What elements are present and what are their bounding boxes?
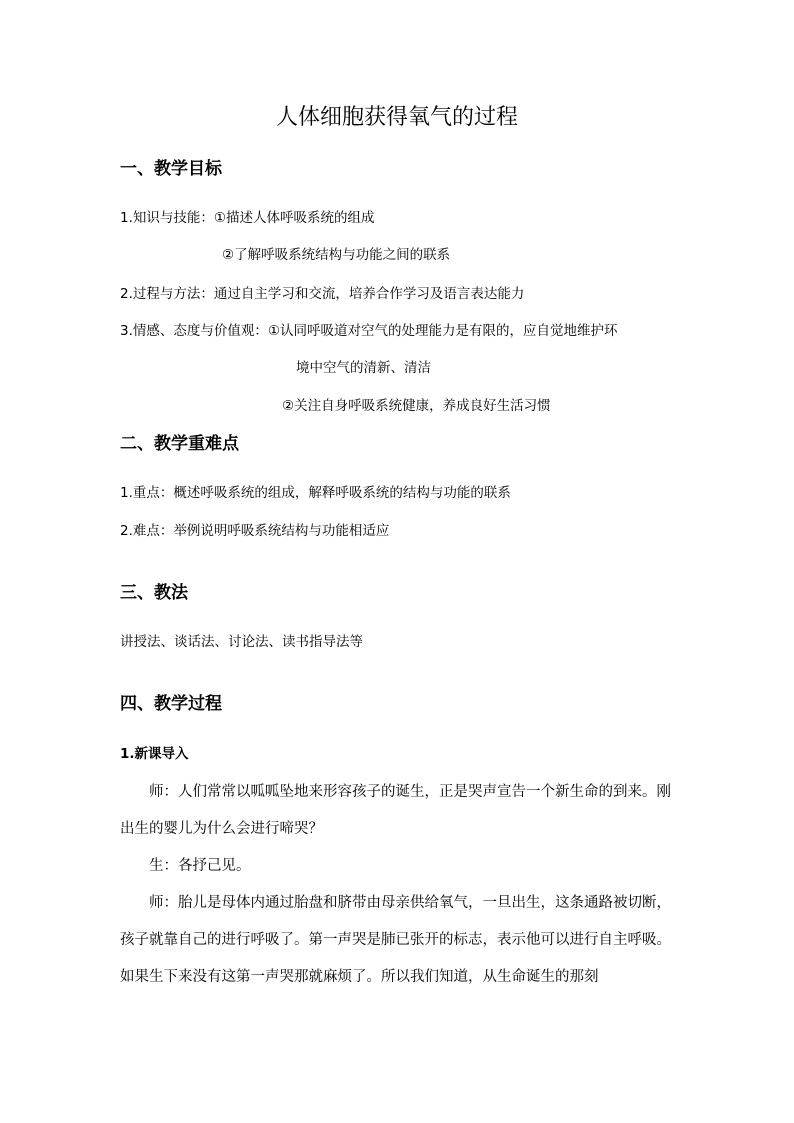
goal-knowledge-line1: ①描述人体呼吸系统的组成 <box>213 210 375 226</box>
goal-knowledge <box>120 208 375 228</box>
section-heading-goals: 一、教学目标 <box>120 159 222 179</box>
goal-process: 2.过程与方法：通过自主学习和交流，培养合作学习及语言表达能力 <box>120 286 525 302</box>
goal-attitude-line2: 境中空气的清新、清洁 <box>296 360 431 376</box>
section-heading-key-points: 二、教学重难点 <box>120 434 239 454</box>
key-point-focus: 1.重点：概述呼吸系统的组成，解释呼吸系统的结构与功能的联系 <box>120 485 511 501</box>
document-title: 人体细胞获得氧气的过程 <box>275 105 518 130</box>
goal-attitude-label: 3.情感、态度与价值观： <box>120 323 268 339</box>
section-heading-methods: 三、教法 <box>120 583 188 603</box>
section-heading-process: 四、教学过程 <box>120 694 222 714</box>
goal-attitude-line3: ②关注自身呼吸系统健康，养成良好生活习惯 <box>282 398 551 414</box>
key-point-difficulty: 2.难点：举例说明呼吸系统结构与功能相适应 <box>120 523 390 539</box>
goal-knowledge-line2: ②了解呼吸系统结构与功能之间的联系 <box>222 247 451 263</box>
process-paragraph-2: 生：各抒己见。 <box>149 858 251 874</box>
process-paragraph-1: 师：人们常常以呱呱坠地来形容孩子的诞生，正是哭声宣告一个新生命的到来。刚出生的婴儿为什么会进行啼哭？ <box>120 784 671 837</box>
process-paragraph-3: 师：胎儿是母体内通过胎盘和脐带由母亲供给氧气，一旦出生，这条通路被切断，孩子就靠自己的进行呼吸了。第一声哭是肺已张开的标志，表示他可以进行自主呼吸。如果生下来没有这第一声哭那就麻烦了。所以我们知道，从生命诞生的那刻 <box>120 895 671 985</box>
goal-attitude <box>120 321 618 341</box>
methods-text: 讲授法、谈话法、讨论法、读书指导法等 <box>120 634 363 650</box>
goal-knowledge-label: 1.知识与技能： <box>120 210 214 226</box>
goal-attitude-line1: ①认同呼吸道对空气的处理能力是有限的，应自觉地维护环 <box>267 323 618 339</box>
process-subheading-intro: 1.新课导入 <box>120 746 189 762</box>
